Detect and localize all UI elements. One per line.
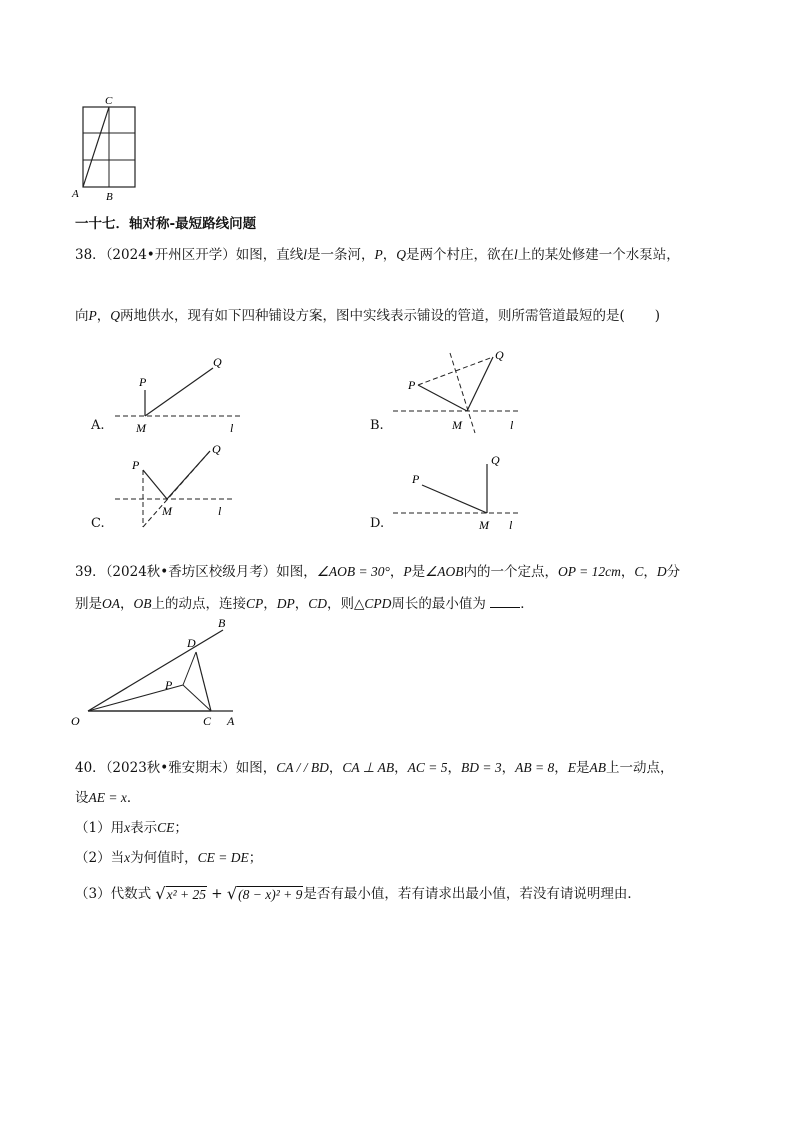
svg-text:l: l xyxy=(509,518,513,532)
q39-line1: 39．（2024秋•香坊区校级月考）如图，∠AOB = 30°，P是∠AOB内的一个定点，OP = 12cm，C，D分 xyxy=(75,564,681,580)
option-d-label[interactable]: D. xyxy=(370,516,385,531)
svg-text:Q: Q xyxy=(495,348,504,362)
section-title: 一十七．轴对称-最短路线问题 xyxy=(75,216,257,232)
svg-text:B: B xyxy=(218,616,226,630)
svg-text:l: l xyxy=(230,421,234,435)
svg-text:C: C xyxy=(203,714,212,728)
svg-text:O: O xyxy=(71,714,80,728)
svg-text:P: P xyxy=(408,378,416,392)
svg-text:P: P xyxy=(132,458,140,472)
sqrt-expr-1: √x² + 25 xyxy=(155,884,206,903)
q39-line2: 别是OA，OB上的动点，连接CP，DP，CD，则△CPD周长的最小值为 ． xyxy=(75,596,534,612)
q38-line1: 38．（2024•开州区开学）如图，直线l是一条河，P，Q是两个村庄，欲在l上的某处修建一个水泵站， xyxy=(75,247,680,263)
q39-figure xyxy=(68,615,253,730)
label-C: C xyxy=(105,95,113,107)
sqrt-expr-2: √(8 − x)² + 9 xyxy=(226,884,303,903)
svg-text:D: D xyxy=(187,636,196,650)
label-A: A xyxy=(72,188,79,200)
q40-line1: 40．（2023秋•雅安期末）如图，CA / / BD，CA ⊥ AB，AC = 5，BD = 3，AB = 8，E是AB上一动点， xyxy=(75,760,674,776)
svg-text:P: P xyxy=(165,678,173,692)
svg-text:M: M xyxy=(479,518,489,532)
svg-text:M: M xyxy=(162,504,172,518)
option-d-figure xyxy=(390,450,530,535)
svg-text:l: l xyxy=(218,504,222,518)
svg-text:Q: Q xyxy=(491,453,500,467)
svg-text:Q: Q xyxy=(213,355,222,369)
option-c-figure xyxy=(110,445,250,535)
q40-part1: （1）用x表示CE； xyxy=(75,820,188,836)
q39-answer-blank[interactable] xyxy=(490,595,520,608)
q40-line2: 设AE = x． xyxy=(75,790,141,806)
svg-text:Q: Q xyxy=(212,445,221,456)
option-c-label[interactable]: C. xyxy=(91,516,105,531)
option-a-label[interactable]: A. xyxy=(91,418,105,433)
svg-text:P: P xyxy=(412,472,420,486)
option-b-figure xyxy=(390,345,530,440)
q40-part2: （2）当x为何值时，CE = DE； xyxy=(75,850,263,866)
option-a-figure xyxy=(110,350,250,440)
svg-text:P: P xyxy=(139,375,147,389)
q40-part3: （3）代数式 √x² + 25 + √(8 − x)² + 9是否有最小值，若有请求出最小值，若没有请说明理由． xyxy=(75,884,641,903)
svg-text:A: A xyxy=(227,714,235,728)
option-b-label[interactable]: B. xyxy=(370,418,384,433)
label-B: B xyxy=(106,191,113,203)
svg-text:l: l xyxy=(510,418,514,432)
grid-figure xyxy=(70,92,150,204)
svg-text:M: M xyxy=(136,421,146,435)
q38-line2: 向P，Q两地供水，现有如下四种铺设方案，图中实线表示铺设的管道，则所需管道最短的是( ) xyxy=(75,308,661,324)
svg-text:M: M xyxy=(452,418,462,432)
